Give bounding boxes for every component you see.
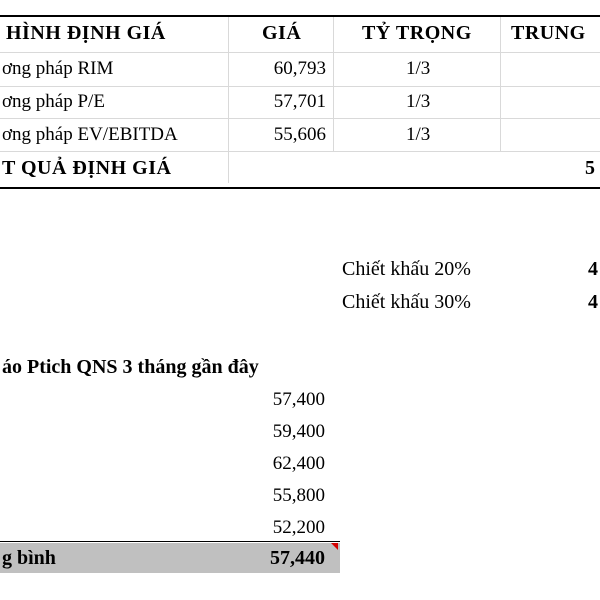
- method-price: 57,701: [273, 91, 326, 112]
- discount-label: Chiết khấu 30%: [342, 291, 471, 313]
- column-divider: [333, 17, 334, 151]
- report-value: 59,400: [272, 421, 325, 442]
- result-label: T QUẢ ĐỊNH GIÁ: [2, 157, 172, 179]
- method-price: 60,793: [273, 58, 326, 79]
- method-label: ơng pháp EV/EBITDA: [2, 124, 178, 145]
- report-value: 62,400: [272, 453, 325, 474]
- row-divider: [0, 86, 600, 87]
- column-divider: [500, 17, 501, 151]
- report-value: 55,800: [272, 485, 325, 506]
- report-value: 57,400: [272, 389, 325, 410]
- result-value: 5: [585, 157, 596, 179]
- discount-value: 4: [588, 291, 598, 313]
- method-weight: 1/3: [406, 58, 431, 79]
- method-label: ơng pháp RIM: [2, 58, 114, 79]
- average-row-border: [0, 541, 340, 542]
- method-weight: 1/3: [406, 91, 431, 112]
- average-value: 57,440: [270, 547, 325, 569]
- header-weight: TỶ TRỌNG: [362, 22, 472, 44]
- method-price: 55,606: [273, 124, 326, 145]
- discount-value: 4: [588, 258, 598, 280]
- header-average: TRUNG: [511, 22, 586, 44]
- discount-label: Chiết khấu 20%: [342, 258, 471, 280]
- header-price: GIÁ: [262, 22, 302, 44]
- header-model: HÌNH ĐỊNH GIÁ: [6, 22, 166, 44]
- row-divider: [0, 151, 600, 152]
- row-divider: [0, 118, 600, 119]
- comment-indicator-icon[interactable]: [331, 543, 338, 550]
- average-label: g bình: [2, 547, 56, 569]
- method-label: ơng pháp P/E: [2, 91, 105, 112]
- report-value: 52,200: [272, 517, 325, 538]
- row-divider: [0, 52, 600, 53]
- reports-title: áo Ptich QNS 3 tháng gần đây: [2, 356, 259, 378]
- method-weight: 1/3: [406, 124, 431, 145]
